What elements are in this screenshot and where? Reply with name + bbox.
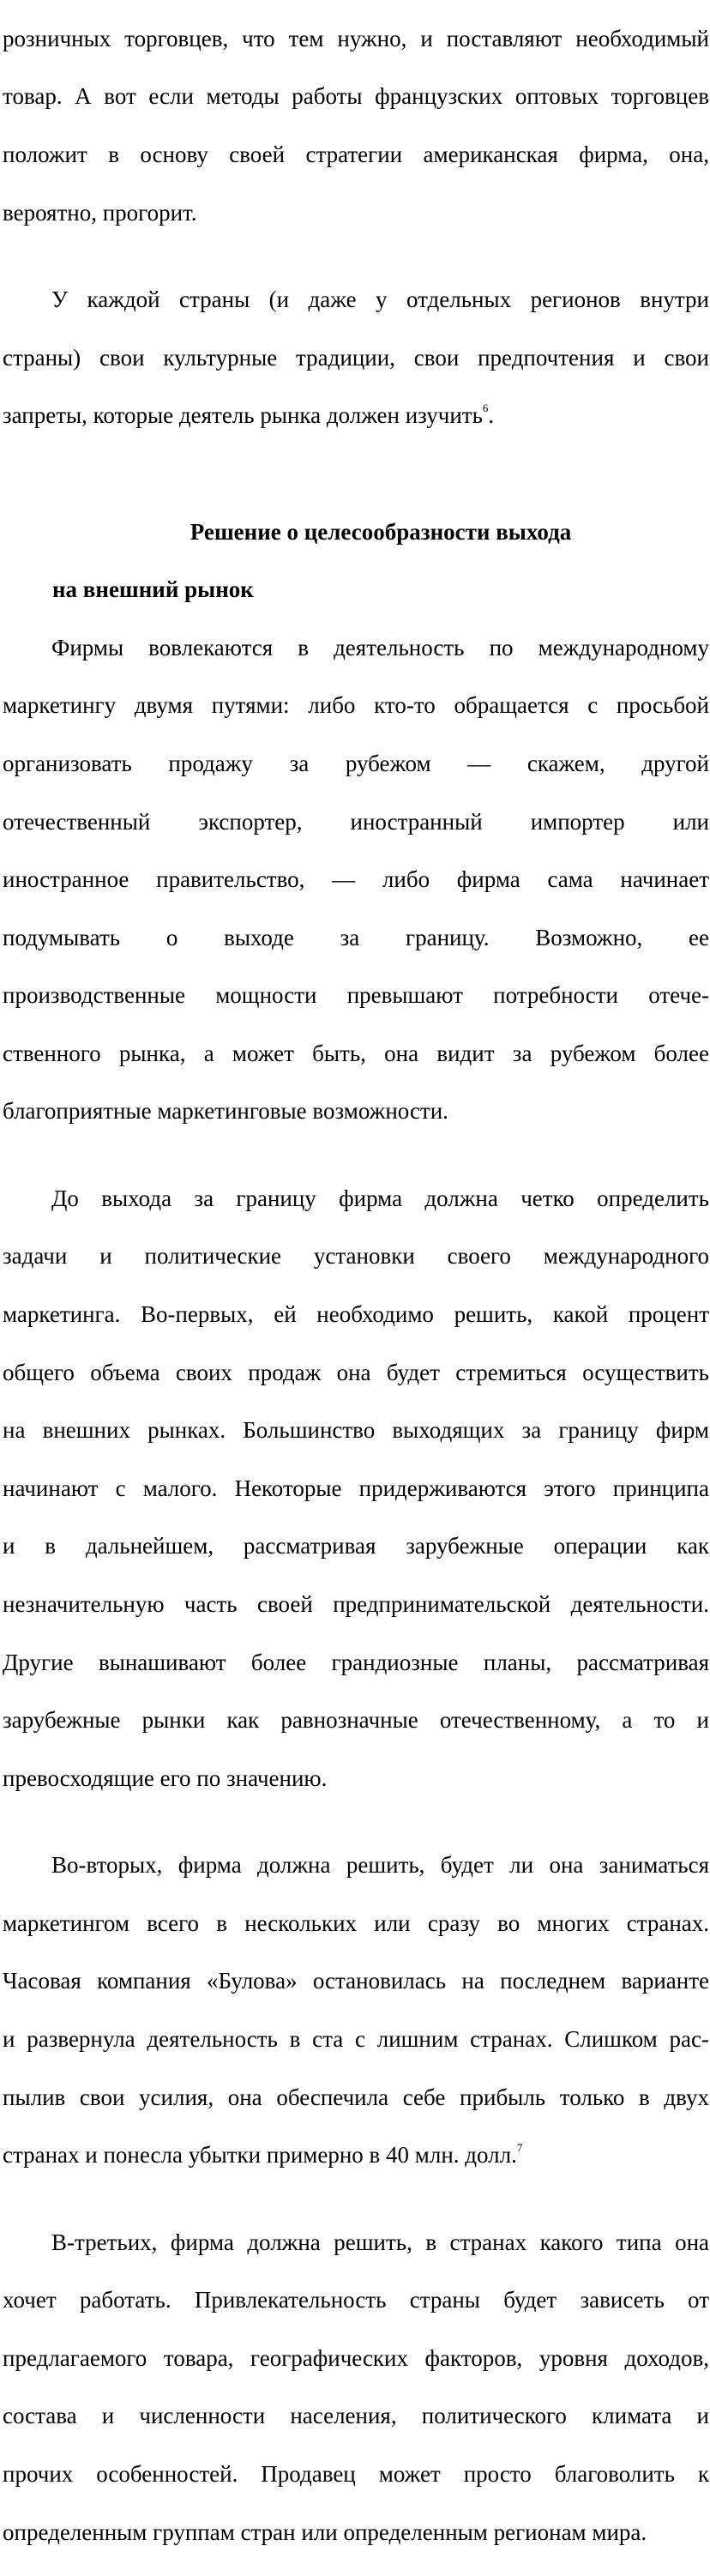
section-heading-continued — [3, 546, 709, 605]
document-page — [3, 0, 709, 2576]
text-line: маркетингу двумя путями: либо кто-то обращается с просьбой — [3, 692, 709, 719]
text-line: благоприятные маркетинговые возможности. — [3, 1098, 448, 1125]
text-line: Во-вторых, фирма должна решить, будет ли она заниматься — [51, 1852, 709, 1879]
text-line: маркетинга. Во-первых, ей необходимо решить, какой процент — [3, 1301, 709, 1328]
paragraph-6 — [3, 2199, 709, 2576]
text-line: иностранное правительство, — либо фирма сама начинает — [3, 866, 709, 893]
text-fragment: запреты, которые деятель рынка должен изучить — [3, 402, 483, 429]
text-line-with-footnote — [3, 2141, 709, 2170]
section-spacer — [3, 460, 709, 489]
text-line: организовать продажу за рубежом — скажем, другой — [3, 750, 709, 776]
text-line: отечественный экспортер, иностранный импортер или — [3, 808, 709, 835]
footnote-marker: 7 — [516, 2141, 523, 2155]
text-line: У каждой страны (и даже у отдельных регионов внутри — [51, 286, 709, 312]
text-line: прочих особенностей. Продавец может просто благоволить к — [3, 2460, 709, 2487]
text-line: До выхода за границу фирма должна четко определить — [51, 1185, 709, 1211]
text-line: ственного рынка, а может быть, она видит за рубежом более — [3, 1040, 709, 1066]
text-line: страны) свои культурные традиции, свои предпочтения и свои — [3, 344, 709, 371]
text-line: хочет работать. Привлекательность страны будет зависеть от — [3, 2287, 709, 2314]
text-fragment: странах и понесла убытки примерно в 40 млн. долл. — [3, 2142, 517, 2169]
text-line: розничных торговцев, что тем нужно, и поставляют необходимый — [3, 25, 709, 51]
text-line: общего объема своих продаж она будет стремиться осуществить — [3, 1359, 709, 1385]
text-line: зарубежные рынки как равнозначные отечественному, а то и — [3, 1707, 709, 1734]
text-line: вероятно, прогорит. — [3, 199, 197, 226]
text-line: превосходящие его по значению. — [3, 1765, 328, 1791]
text-line: и в дальнейшем, рассматривая зарубежные операции как — [3, 1533, 709, 1559]
paragraph-2 — [3, 256, 709, 460]
section-heading — [3, 489, 709, 547]
section-heading-line-1: Решение о целесообразности выхода — [190, 518, 572, 545]
text-line: предлагаемого товара, географических факторов, уровня доходов, — [3, 2344, 709, 2371]
paragraph-5 — [3, 1822, 709, 2199]
paragraph-3 — [3, 605, 709, 1155]
text-line: Часовая компания «Булова» остановилась на последнем варианте — [3, 1968, 709, 1994]
text-line: подумывать о выходе за границу. Возможно, ее — [3, 924, 709, 950]
text-line: на внешних рынках. Большинство выходящих за границу фирм — [3, 1417, 709, 1444]
text-line: товар. А вот если методы работы французских оптовых торговцев — [3, 83, 709, 110]
text-line: производственные мощности превышают потребности отече- — [3, 982, 709, 1009]
paragraph-1 — [3, 0, 709, 256]
paragraph-4 — [3, 1155, 709, 1822]
footnote-marker: 6 — [482, 401, 489, 415]
text-line: начинают с малого. Некоторые придерживаются этого принципа — [3, 1475, 709, 1501]
text-line-with-footnote — [3, 401, 709, 431]
text-line: незначительную часть своей предпринимательской деятельности. — [3, 1591, 709, 1618]
section-heading-line-2: на внешний рынок — [52, 576, 254, 603]
text-line: положит в основу своей стратегии американская фирма, она, — [3, 141, 709, 167]
text-line: определенным группам стран или определенным регионам мира. — [3, 2519, 647, 2545]
text-line: В-третьих, фирма должна решить, в странах какого типа она — [51, 2229, 709, 2255]
text-line: пылив свои усилия, она обеспечила себе прибыль только в двух — [3, 2084, 709, 2110]
text-line: и развернула деятельность в ста с лишним странах. Слишком рас- — [3, 2025, 709, 2052]
text-line: Фирмы вовлекаются в деятельность по международному — [51, 634, 709, 661]
text-line: Другие вынашивают более грандиозные планы, рассматривая — [3, 1649, 709, 1675]
text-line: маркетингом всего в нескольких или сразу во многих странах. — [3, 1909, 709, 1936]
text-fragment: . — [488, 402, 495, 429]
text-line: состава и численности населения, политического климата и — [3, 2403, 709, 2429]
text-line: задачи и политические установки своего международного — [3, 1243, 709, 1270]
